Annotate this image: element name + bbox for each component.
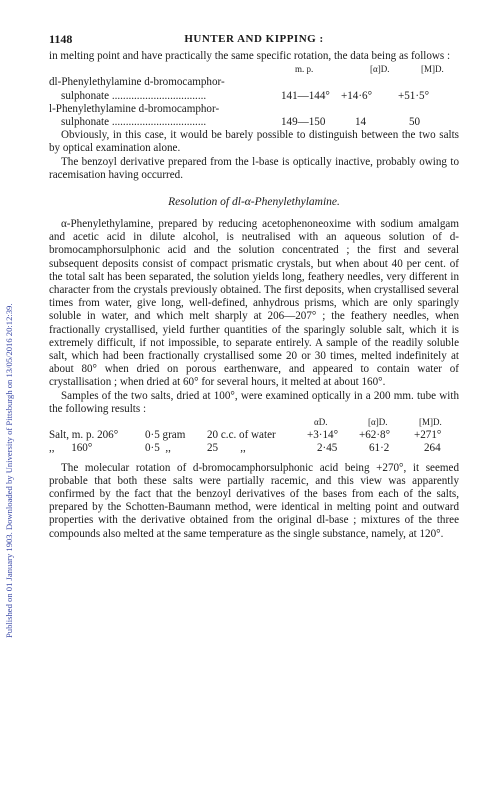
- section-title: Resolution of dl-α-Phenylethylamine.: [168, 195, 340, 208]
- row-water: 25 ,,: [207, 442, 246, 455]
- col-alpha-header: [α]D.: [368, 417, 388, 427]
- paragraph-samples: Samples of the two salts, dried at 100°, were examined optically in a 200 mm. tube with the following results :: [49, 389, 459, 415]
- table-row: [49, 429, 459, 442]
- paragraph-obviously: Obviously, in this case, it would be barely possible to distinguish between the two salts by optical examination alone.: [49, 129, 459, 155]
- page-header: [49, 32, 459, 50]
- row-gram: 0·5 ,,: [145, 442, 171, 455]
- table-header-row: [49, 416, 459, 429]
- row-a: +3·14°: [307, 429, 339, 442]
- download-watermark: Published on 01 January 1903. Downloaded by University of Pittsburgh on 13/05/2016 20:12:39.: [4, 303, 14, 638]
- row-M: +271°: [414, 429, 442, 442]
- table-optical-results: [49, 416, 459, 456]
- table-header-row: [49, 63, 459, 76]
- paragraph-molecular-rotation: The molecular rotation of d-bromocamphorsulphonic acid being +270°, it seemed probable that both these salts were partially racemic, and this view was apparently confirmed by the fact that the benzoyl derivatives of the bases from each of the salts, prepared by the Schotten-Baumann method, were identical in melting point and outward properties with the derivative obtained from the original dl-base ; mixtures of the three compounds also melted at the same temperature as the single substance, namely, at 120°.: [49, 461, 459, 540]
- col-M-header: [M]D.: [421, 64, 444, 75]
- row-label: ,, 160°: [49, 442, 93, 455]
- table-row: [49, 116, 459, 129]
- row-alpha: 61·2: [369, 442, 390, 455]
- row-M: +51·5°: [398, 89, 430, 102]
- page-body: [49, 32, 459, 541]
- table-row: [49, 442, 459, 455]
- row-mp: 141—144°: [281, 89, 330, 102]
- row-label: Salt, m. p. 206°: [49, 429, 119, 442]
- row-alpha: +62·8°: [359, 429, 391, 442]
- col-a-header: αD.: [314, 417, 328, 427]
- col-M-header: [M]D.: [419, 417, 442, 427]
- row-name: l-Phenylethylamine d-bromocamphor-: [49, 102, 220, 115]
- table-row: [49, 90, 459, 103]
- paragraph-intro: in melting point and have practically the same specific rotation, the data being as follows :: [49, 50, 451, 62]
- row-name-cont: sulphonate ..................................: [61, 89, 207, 102]
- table-row: [49, 103, 459, 116]
- row-name-cont: sulphonate ..................................: [61, 115, 207, 128]
- row-gram: 0·5 gram: [145, 429, 186, 442]
- paragraph-resolution: α-Phenylethylamine, prepared by reducing acetophenoneoxime with sodium amalgam and acetic acid in dilute alcohol, is neutralised with an aqueous solution of d-bromocamphorsulphonic acid and the solution concentrated ; the first and several subsequent deposits consist of compact prismatic crystals, but when about 40 per cent. of the total salt has been separated, the solution yields long, feathery needles, very different in character from the crystals previously obtained. The first deposits, when crystallised several times from water, give long, well-defined, anhydrous prisms, which are only sparingly soluble in water, and which melt sharply at 206—207° ; the feathery needles, when fractionally crystallised, yield further quantities of the sparingly soluble salt, which it is extremely difficult, if not impossible, to separate entirely. A sample of the readily soluble salt, which had been fractionally crystallised some 20 or 30 times, melted indefinitely at about 80° when dried on porous earthenware, and appeared to contain water of crystallisation ; when dried at 60° for several hours, it melted at about 160°.: [49, 217, 459, 389]
- col-alpha-header: [α]D.: [370, 64, 390, 75]
- row-M: 264: [424, 442, 441, 455]
- row-water: 20 c.c. of water: [207, 429, 276, 442]
- row-alpha: 14: [355, 115, 367, 128]
- running-title: HUNTER AND KIPPING :: [184, 33, 324, 45]
- table-row: [49, 76, 459, 89]
- page-number: 1148: [49, 32, 73, 46]
- paragraph-benzoyl: The benzoyl derivative prepared from the l-base is optically inactive, probably owing to racemisation having occurred.: [49, 155, 459, 181]
- row-alpha: +14·6°: [341, 89, 373, 102]
- row-mp: 149—150: [281, 115, 326, 128]
- row-name: dl-Phenylethylamine d-bromocamphor-: [49, 76, 225, 89]
- table-specific-rotation: [49, 63, 459, 129]
- row-a: 2·45: [317, 442, 338, 455]
- col-mp-header: m. p.: [295, 64, 314, 75]
- row-M: 50: [409, 115, 421, 128]
